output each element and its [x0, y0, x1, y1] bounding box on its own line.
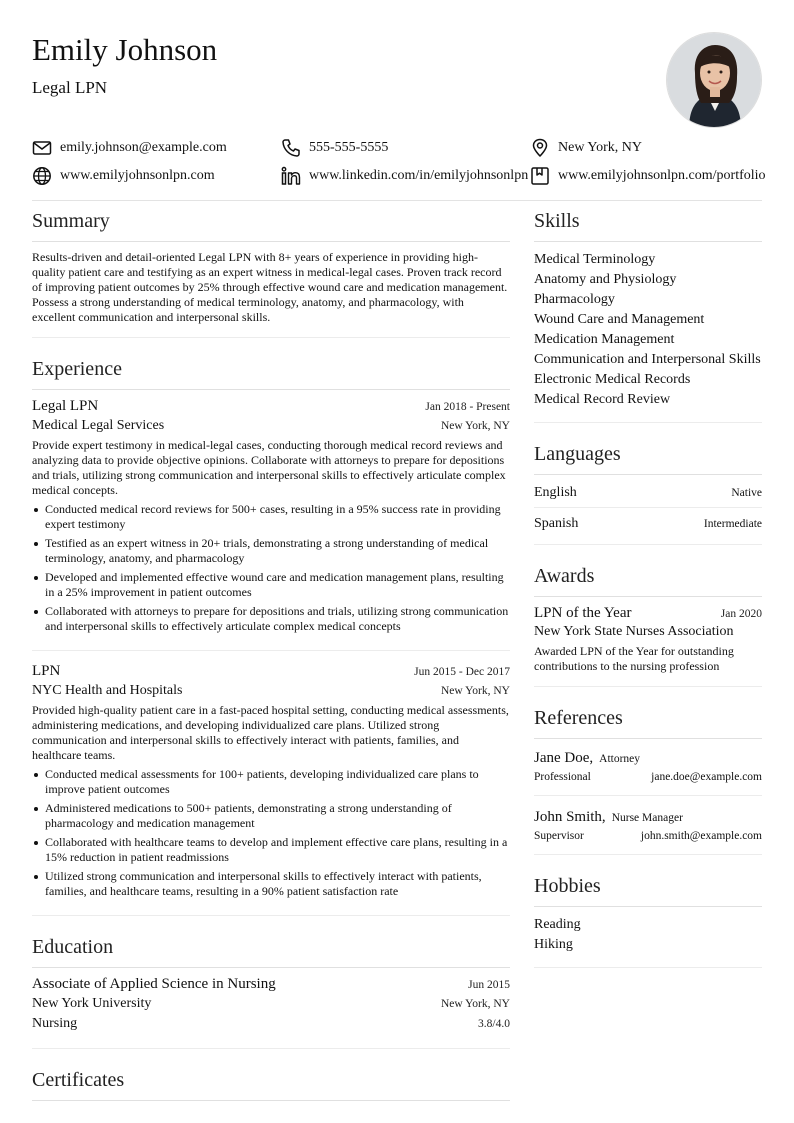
contact-info: [32, 134, 772, 190]
language-level: Intermediate: [703, 518, 762, 530]
job-dates: Jun 2015 - Dec 2017: [414, 666, 510, 678]
languages-list: [534, 483, 762, 538]
skill-item: Communication and Interpersonal Skills: [534, 352, 761, 367]
job-employer: NYC Health and Hospitals: [32, 683, 183, 698]
list-item: Utilized strong communication and interpersonal skills to effectively interact with patients, families, and healthcare teams, resulting in a 90% patient satisfaction rate: [32, 869, 510, 899]
education-entry: [32, 976, 510, 1048]
resume-header: [32, 30, 762, 130]
gpa: 3.8/4.0: [478, 1018, 510, 1030]
location-text: New York, NY: [558, 140, 643, 155]
contact-website[interactable]: [32, 166, 281, 186]
experience-heading: Experience: [32, 354, 510, 390]
languages-section: [534, 439, 762, 545]
linkedin-icon: [281, 166, 301, 186]
language-level: Native: [731, 487, 762, 499]
experience-section: [32, 354, 510, 916]
skill-item: Wound Care and Management: [534, 312, 705, 327]
email-text: emily.johnson@example.com: [60, 140, 227, 155]
job-dates: Jan 2018 - Present: [425, 401, 510, 413]
awards-section: [534, 561, 762, 687]
hobbies-list: [534, 915, 762, 967]
contact-linkedin[interactable]: [281, 166, 530, 186]
hobby-item: Reading: [534, 917, 581, 932]
skill-item: Electronic Medical Records: [534, 372, 691, 387]
skill-item: Pharmacology: [534, 292, 615, 307]
reference-role: Attorney: [599, 753, 641, 765]
job-entry: [32, 650, 510, 915]
education-heading: Education: [32, 932, 510, 968]
language-item: [534, 483, 762, 508]
job-achievements: [32, 502, 510, 634]
job-location: New York, NY: [440, 420, 510, 432]
school: New York University: [32, 996, 152, 1011]
skill-item: Medication Management: [534, 332, 675, 347]
skills-heading: Skills: [534, 206, 762, 242]
hobbies-heading: Hobbies: [534, 871, 762, 907]
contact-location: [530, 138, 642, 158]
candidate-name: Emily Johnson: [32, 32, 218, 67]
list-item: Collaborated with attorneys to prepare for depositions and trials, utilizing strong communication and interpersonal skills to effectively articulate complex medical concepts: [32, 604, 510, 634]
reference-email[interactable]: jane.doe@example.com: [651, 771, 762, 783]
header-divider: [32, 200, 762, 201]
skills-section: [534, 206, 762, 423]
phone-icon: [281, 138, 301, 158]
award-description: Awarded LPN of the Year for outstanding contributions to the nursing profession: [534, 644, 734, 673]
list-item: Administered medications to 500+ patients, demonstrating a strong understanding of pharmacology and medication management: [32, 801, 510, 831]
skill-item: Medical Record Review: [534, 392, 671, 407]
mail-icon: [32, 138, 52, 158]
languages-heading: Languages: [534, 439, 762, 475]
graduation-date: Jun 2015: [468, 979, 510, 991]
avatar-portrait-icon: [667, 33, 762, 128]
summary-text: Results-driven and detail-oriented Legal LPN with 8+ years of experience in providing high-quality patient care and testifying as an expert witness in medical-legal cases. Proven track record of improving patient outcomes by 25% through effective wound care and medication management. Possess a strong understanding of medical terminology, anatomy, and pharmacology, with excellent communication and interpersonal skills.: [32, 250, 508, 324]
hobbies-section: [534, 871, 762, 968]
contact-phone[interactable]: [281, 138, 530, 158]
language-name: Spanish: [534, 516, 579, 531]
skill-item: Medical Terminology: [534, 252, 656, 267]
globe-icon: [32, 166, 52, 186]
reference-name: Jane Doe,: [534, 750, 594, 766]
award-title: LPN of the Year: [534, 605, 632, 621]
job-title: Legal LPN: [32, 398, 99, 414]
location-pin-icon: [530, 138, 550, 158]
hobby-item: Hiking: [534, 937, 573, 952]
references-heading: References: [534, 703, 762, 739]
certificates-heading: Certificates: [32, 1065, 510, 1101]
summary-section: [32, 206, 510, 338]
avatar: [666, 32, 762, 128]
education-section: [32, 932, 510, 1049]
skill-item: Anatomy and Physiology: [534, 272, 677, 287]
portfolio-text: www.emilyjohnsonlpn.com/portfolio: [558, 168, 766, 183]
job-description: Provide expert testimony in medical-legal cases, conducting thorough medical record reviews and analyzing data to provide objective opinions. Collaborate with attorneys to prepare for depositions and trials, utilizing strong communication and interpersonal skills to effectively articulate complex medical concepts.: [32, 438, 506, 497]
reference-email[interactable]: john.smith@example.com: [640, 830, 762, 842]
list-item: Testified as an expert witness in 20+ trials, demonstrating a strong understanding of medical terminology, anatomy, and pharmacology: [32, 536, 510, 566]
language-name: English: [534, 485, 577, 500]
degree: Associate of Applied Science in Nursing: [32, 976, 276, 992]
linkedin-text: www.linkedin.com/in/emilyjohnsonlpn: [309, 168, 529, 183]
field-of-study: Nursing: [32, 1016, 78, 1031]
contact-portfolio[interactable]: [530, 166, 766, 186]
contact-email[interactable]: [32, 138, 281, 158]
job-achievements: [32, 767, 510, 899]
list-item: Conducted medical assessments for 100+ patients, developing individualized care plans to improve patient outcomes: [32, 767, 510, 797]
list-item: Conducted medical record reviews for 500+ cases, resulting in a 95% success rate in providing expert testimony: [32, 502, 510, 532]
reference-entry: [534, 747, 762, 795]
job-location: New York, NY: [440, 685, 510, 697]
candidate-title: Legal LPN: [32, 78, 108, 97]
skills-list: [534, 250, 762, 422]
reference-entry: [534, 795, 762, 854]
phone-text: 555-555-5555: [309, 140, 389, 155]
award-entry: [534, 605, 762, 686]
reference-relation: Professional: [534, 771, 591, 783]
awards-heading: Awards: [534, 561, 762, 597]
summary-heading: Summary: [32, 206, 510, 242]
job-description: Provided high-quality patient care in a fast-paced hospital setting, conducting medical assessments, administering medications, and developing individualized care plans. Utilized strong communication and interpersonal skills to effectively interact with patients, families, and healthcare teams.: [32, 703, 509, 762]
list-item: Developed and implemented effective wound care and medication management plans, resulting in a 25% improvement in patient outcomes: [32, 570, 510, 600]
references-section: [534, 703, 762, 855]
award-date: Jan 2020: [720, 608, 762, 620]
job-title: LPN: [32, 663, 61, 679]
reference-name: John Smith,: [534, 809, 606, 825]
right-column: [534, 206, 762, 968]
job-employer: Medical Legal Services: [32, 418, 165, 433]
left-column: [32, 206, 510, 1109]
award-organization: New York State Nurses Association: [534, 624, 734, 639]
reference-relation: Supervisor: [534, 830, 584, 842]
reference-role: Nurse Manager: [611, 812, 683, 824]
portfolio-icon: [530, 166, 550, 186]
language-item: [534, 514, 762, 538]
school-location: New York, NY: [440, 998, 510, 1010]
certificates-section: [32, 1065, 510, 1101]
job-entry: [32, 398, 510, 650]
list-item: Collaborated with healthcare teams to develop and implement effective care plans, resulting in a 15% reduction in patient readmissions: [32, 835, 510, 865]
website-text: www.emilyjohnsonlpn.com: [60, 168, 215, 183]
